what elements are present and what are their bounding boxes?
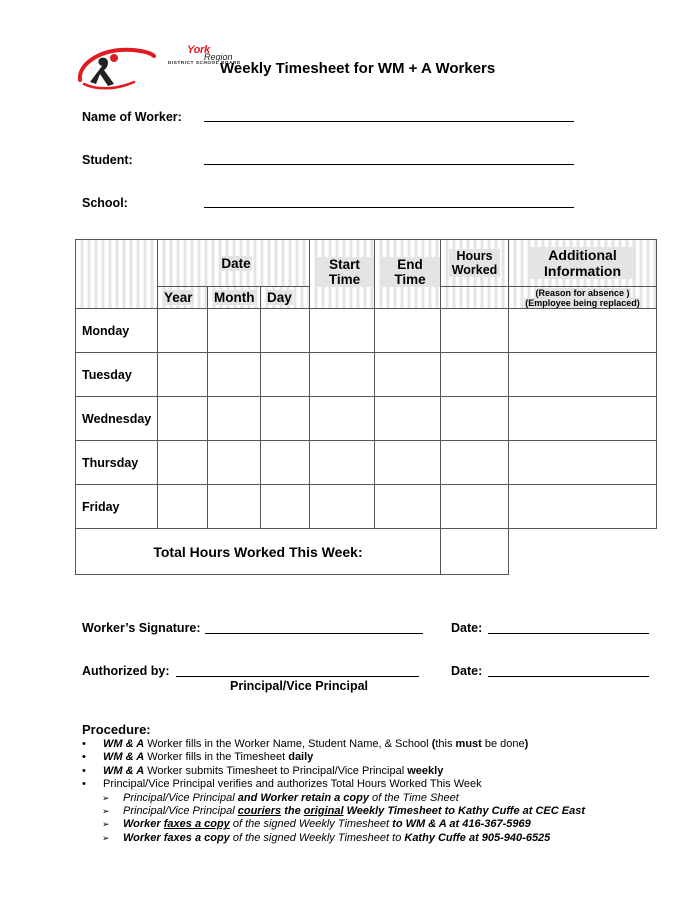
- table-row: [76, 485, 657, 529]
- cell[interactable]: [208, 309, 261, 353]
- cell[interactable]: [208, 441, 261, 485]
- school-field[interactable]: [204, 207, 574, 208]
- york-region-logo: [74, 44, 241, 100]
- cell[interactable]: [208, 485, 261, 529]
- cell[interactable]: [509, 397, 657, 441]
- cell[interactable]: [509, 309, 657, 353]
- cell[interactable]: [158, 485, 208, 529]
- cell[interactable]: [310, 441, 375, 485]
- hours-worked-header: Hours Worked: [441, 240, 509, 287]
- arrow-bullet-icon: ➢: [102, 792, 110, 803]
- list-item: ➢ Principal/Vice Principal and Worker retain a copy of the Time Sheet: [102, 791, 459, 804]
- start-time-header: Start Time: [310, 240, 375, 309]
- day-label: Wednesday: [76, 397, 158, 441]
- name-of-worker-label: Name of Worker:: [82, 110, 182, 124]
- authorized-by-label: Authorized by:: [82, 664, 170, 678]
- date-field-2[interactable]: [488, 676, 649, 677]
- empty-cell: [509, 529, 657, 575]
- date-label-2: Date:: [451, 664, 483, 678]
- hours-sub-blank: [441, 287, 509, 309]
- list-item: ➢ Worker faxes a copy of the signed Weekly Timesheet to WM & A at 416-367-5969: [102, 818, 531, 831]
- list-item: ➢ Worker faxes a copy of the signed Weekly Timesheet to Kathy Cuffe at 905-940-6525: [102, 831, 551, 844]
- year-header: Year: [158, 287, 208, 309]
- cell[interactable]: [208, 353, 261, 397]
- reason-header: [509, 287, 657, 309]
- cell[interactable]: [375, 309, 441, 353]
- list-item: • WM & A Worker submits Timesheet to Principal/Vice Principal weekly: [82, 764, 444, 777]
- student-field[interactable]: [204, 164, 574, 165]
- authorized-by-field[interactable]: [176, 676, 419, 677]
- employee-replaced-text: (Employee being replaced): [525, 297, 640, 308]
- cell[interactable]: [158, 353, 208, 397]
- day-header: Day: [261, 287, 310, 309]
- cell[interactable]: [261, 397, 310, 441]
- arrow-bullet-icon: ➢: [102, 819, 110, 830]
- cell[interactable]: [375, 397, 441, 441]
- cell[interactable]: [208, 397, 261, 441]
- header-blank-cell: [76, 240, 158, 309]
- cell[interactable]: [261, 353, 310, 397]
- cell[interactable]: [441, 397, 509, 441]
- logo-word-region: Region: [204, 52, 233, 62]
- arrow-bullet-icon: ➢: [102, 806, 110, 817]
- end-time-header: End Time: [375, 240, 441, 309]
- page-title: Weekly Timesheet for WM + A Workers: [220, 60, 496, 77]
- cell[interactable]: [509, 485, 657, 529]
- school-label: School:: [82, 196, 128, 210]
- date-header: Date: [158, 240, 310, 287]
- cell[interactable]: [310, 353, 375, 397]
- table-row: [76, 441, 657, 485]
- cell[interactable]: [261, 441, 310, 485]
- cell[interactable]: [158, 441, 208, 485]
- cell[interactable]: [158, 397, 208, 441]
- cell[interactable]: [310, 309, 375, 353]
- logo-subtitle: DISTRICT SCHOOL BOARD: [168, 60, 241, 65]
- cell[interactable]: [310, 397, 375, 441]
- procedure-list: [82, 738, 682, 845]
- date-label: Date:: [451, 621, 483, 635]
- cell[interactable]: [441, 353, 509, 397]
- total-row: [76, 529, 657, 575]
- procedure-title: Procedure:: [82, 722, 151, 737]
- cell[interactable]: [509, 441, 657, 485]
- list-item: • WM & A Worker fills in the Timesheet daily: [82, 751, 314, 764]
- cell[interactable]: [158, 309, 208, 353]
- arrow-bullet-icon: ➢: [102, 832, 110, 843]
- day-label: Thursday: [76, 441, 158, 485]
- list-item: • WM & A Worker fills in the Worker Name, Student Name, & School (this must be done): [82, 738, 529, 750]
- worker-signature-label: Worker’s Signature:: [82, 621, 201, 635]
- principal-caption: Principal/Vice Principal: [230, 679, 369, 693]
- day-label: Friday: [76, 485, 158, 529]
- total-hours-cell[interactable]: [441, 529, 509, 575]
- cell[interactable]: [441, 485, 509, 529]
- day-label: Tuesday: [76, 353, 158, 397]
- cell[interactable]: [375, 485, 441, 529]
- cell[interactable]: [261, 485, 310, 529]
- cell[interactable]: [441, 441, 509, 485]
- cell[interactable]: [441, 309, 509, 353]
- cell[interactable]: [375, 353, 441, 397]
- table-row: [76, 309, 657, 353]
- month-header: Month: [208, 287, 261, 309]
- table-row: [76, 353, 657, 397]
- logo-word: York: [187, 44, 210, 56]
- table-row: [76, 397, 657, 441]
- worker-signature-field[interactable]: [205, 633, 423, 634]
- list-item: ➢ Principal/Vice Principal couriers the original Weekly Timesheet to Kathy Cuffe at CEC East: [102, 805, 585, 818]
- additional-info-header: Additional Information: [509, 240, 657, 287]
- cell[interactable]: [310, 485, 375, 529]
- cell[interactable]: [509, 353, 657, 397]
- list-item: • Principal/Vice Principal verifies and authorizes Total Hours Worked This Week: [82, 778, 482, 791]
- date-field[interactable]: [488, 633, 649, 634]
- cell[interactable]: [261, 309, 310, 353]
- total-hours-label: Total Hours Worked This Week:: [76, 529, 441, 575]
- logo-swoosh-icon: [74, 44, 184, 100]
- day-label: Monday: [76, 309, 158, 353]
- timesheet-table: [75, 239, 657, 575]
- name-of-worker-field[interactable]: [204, 121, 574, 122]
- student-label: Student:: [82, 153, 133, 167]
- reason-text: (Reason for absence ): [535, 287, 630, 298]
- cell[interactable]: [375, 441, 441, 485]
